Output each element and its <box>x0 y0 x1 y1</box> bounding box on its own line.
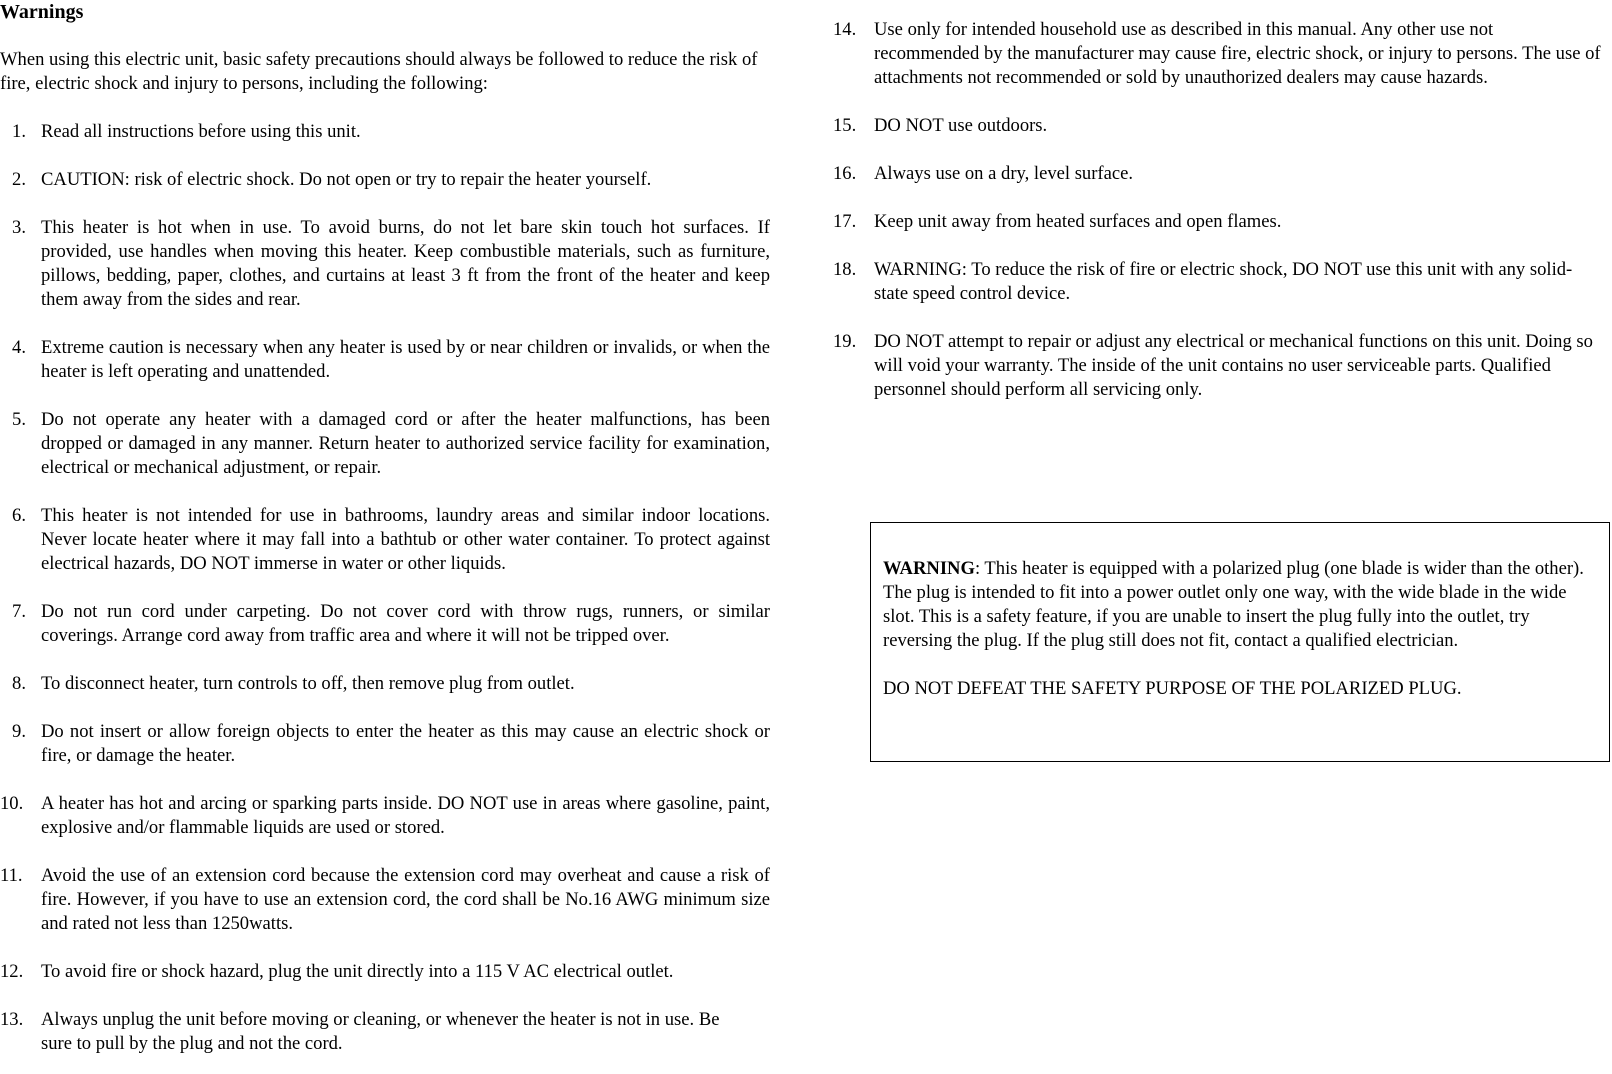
warning-label: WARNING <box>883 558 975 579</box>
item-text: WARNING: To reduce the risk of fire or electric shock, DO NOT use this unit with any solid-state speed control device. <box>874 259 1573 304</box>
item-number: 2. <box>12 169 26 190</box>
item-text: Always unplug the unit before moving or cleaning, or whenever the heater is not in use. Be sure to pull by the plug and not the cord. <box>41 1009 720 1054</box>
intro-paragraph: When using this electric unit, basic safety precautions should always be followed to reduce the risk of fire, electric shock and injury to persons, including the following: <box>0 49 758 94</box>
item-text: This heater is hot when in use. To avoid burns, do not let bare skin touch hot surfaces. If provided, use handles when moving this heater. Keep combustible materials, such as furniture, pillows, bedding, paper, clothes, and curtains at least 3 ft from the front of the heater and keep them away from the sides and rear. <box>41 217 770 310</box>
right-column <box>833 18 1603 402</box>
item-number: 4. <box>12 337 26 358</box>
list-item <box>0 672 770 696</box>
item-text: To disconnect heater, turn controls to off, then remove plug from outlet. <box>41 673 575 694</box>
item-number: 19. <box>833 331 857 352</box>
list-item <box>0 792 770 840</box>
item-number: 3. <box>12 217 26 238</box>
right-warning-list <box>833 18 1603 402</box>
item-number: 10. <box>0 793 24 814</box>
item-number: 11. <box>0 865 23 886</box>
polarized-plug-warning-box <box>870 522 1610 762</box>
list-item <box>833 162 1603 186</box>
item-text: Keep unit away from heated surfaces and open flames. <box>874 211 1282 232</box>
item-number: 18. <box>833 259 857 280</box>
item-number: 8. <box>12 673 26 694</box>
item-number: 13. <box>0 1009 24 1030</box>
left-warning-list <box>0 120 770 1056</box>
item-text: To avoid fire or shock hazard, plug the unit directly into a 115 V AC electrical outlet. <box>41 961 674 982</box>
item-text: A heater has hot and arcing or sparking parts inside. DO NOT use in areas where gasoline, paint, explosive and/or flammable liquids are used or stored. <box>41 793 770 838</box>
item-text: Do not insert or allow foreign objects to enter the heater as this may cause an electric shock or fire, or damage the heater. <box>41 721 770 766</box>
left-column <box>0 0 770 1056</box>
item-text: DO NOT use outdoors. <box>874 115 1048 136</box>
list-item <box>0 504 770 576</box>
list-item <box>833 258 1603 306</box>
item-number: 1. <box>12 121 26 142</box>
list-item <box>0 864 770 936</box>
item-number: 12. <box>0 961 24 982</box>
item-number: 5. <box>12 409 26 430</box>
item-number: 6. <box>12 505 26 526</box>
item-text: Use only for intended household use as described in this manual. Any other use not recommended by the manufacturer may cause fire, electric shock, or injury to persons. The use of attachments not recommended or sold by unauthorized dealers may cause hazards. <box>874 19 1601 88</box>
list-item <box>0 336 770 384</box>
list-item <box>0 216 770 312</box>
item-text: Read all instructions before using this unit. <box>41 121 361 142</box>
list-item <box>0 120 770 144</box>
warning-box-paragraph <box>883 557 1599 653</box>
list-item <box>0 408 770 480</box>
list-item <box>0 960 770 984</box>
list-item <box>833 210 1603 234</box>
item-text: Do not run cord under carpeting. Do not cover cord with throw rugs, runners, or similar coverings. Arrange cord away from traffic area and where it will not be tripped over. <box>41 601 770 646</box>
item-number: 9. <box>12 721 26 742</box>
item-number: 17. <box>833 211 857 232</box>
item-text: DO NOT attempt to repair or adjust any electrical or mechanical functions on this unit. Doing so will void your warranty. The inside of the unit contains no user serviceable parts. Qualified personnel should perform all servicing only. <box>874 331 1593 400</box>
list-item <box>0 1008 770 1056</box>
list-item <box>0 168 770 192</box>
item-number: 14. <box>833 19 857 40</box>
item-text: Do not operate any heater with a damaged cord or after the heater malfunctions, has been dropped or damaged in any manner. Return heater to authorized service facility for examination, electrical or mechanical adjustment, or repair. <box>41 409 770 478</box>
item-number: 16. <box>833 163 857 184</box>
item-text: Avoid the use of an extension cord because the extension cord may overheat and cause a risk of fire. However, if you have to use an extension cord, the cord shall be No.16 AWG minimum size and rated not less than 1250watts. <box>41 865 770 934</box>
page-title: Warnings <box>0 1 84 23</box>
list-item <box>0 720 770 768</box>
list-item <box>833 330 1603 402</box>
item-text: CAUTION: risk of electric shock. Do not open or try to repair the heater yourself. <box>41 169 652 190</box>
item-text: Extreme caution is necessary when any heater is used by or near children or invalids, or when the heater is left operating and unattended. <box>41 337 770 382</box>
item-number: 7. <box>12 601 26 622</box>
warning-box-text: : This heater is equipped with a polarized plug (one blade is wider than the other). The plug is intended to fit into a power outlet only one way, with the wide blade in the wide slot. This is a safety feature, if you are unable to insert the plug fully into the outlet, try reversing the plug. If the plug still does not fit, contact a qualified electrician. <box>883 558 1584 651</box>
item-text: This heater is not intended for use in bathrooms, laundry areas and similar indoor locations. Never locate heater where it may fall into a bathtub or other water container. To protect against electrical hazards, DO NOT immerse in water or other liquids. <box>41 505 770 574</box>
warning-box-closing: DO NOT DEFEAT THE SAFETY PURPOSE OF THE POLARIZED PLUG. <box>883 678 1462 699</box>
item-text: Always use on a dry, level surface. <box>874 163 1134 184</box>
item-number: 15. <box>833 115 857 136</box>
list-item <box>833 18 1603 90</box>
list-item <box>0 600 770 648</box>
list-item <box>833 114 1603 138</box>
